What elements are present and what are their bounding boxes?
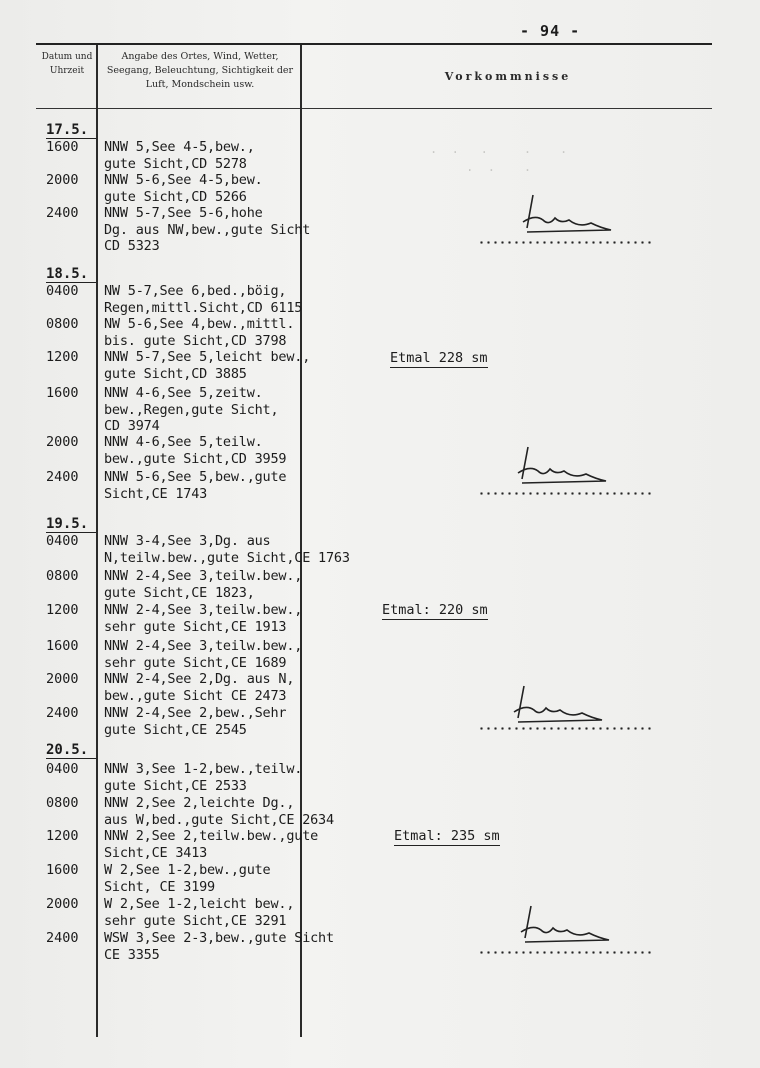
log-entry: NNW 2,See 2,teilw.bew.,gute Sicht,CE 3413 [104, 828, 319, 861]
time-label: 0800 [46, 568, 79, 584]
etmal-distance: Etmal: 220 sm [382, 602, 488, 618]
time-label: 1600 [46, 862, 79, 878]
log-entry: NNW 5-7,See 5,leicht bew., gute Sicht,CD 3885 [104, 349, 311, 382]
log-entry: NNW 2,See 2,leichte Dg., aus W,bed.,gute Sicht,CE 2634 [104, 795, 334, 828]
dotted-line [478, 241, 652, 244]
time-label: 2400 [46, 930, 79, 946]
date-label: 17.5. [46, 122, 96, 139]
time-label: 1600 [46, 638, 79, 654]
top-rule [36, 43, 712, 45]
dotted-line [478, 727, 652, 730]
log-entry: NNW 2-4,See 2,bew.,Sehr gute Sicht,CE 2545 [104, 705, 287, 738]
etmal-distance: Etmal: 235 sm [394, 828, 500, 844]
time-label: 0400 [46, 283, 79, 299]
dotted-line [478, 492, 652, 495]
log-entry: NNW 3,See 1-2,bew.,teilw. gute Sicht,CE 2533 [104, 761, 303, 794]
header-date-time: Datum und Uhrzeit [41, 52, 93, 76]
log-entry: W 2,See 1-2,bew.,gute Sicht, CE 3199 [104, 862, 271, 895]
signature-mark [515, 192, 615, 237]
log-entry: NNW 2-4,See 3,teilw.bew., gute Sicht,CE 1823, [104, 568, 303, 601]
signature-mark [515, 902, 615, 947]
time-label: 1200 [46, 349, 79, 365]
dotted-line [478, 951, 652, 954]
log-entry: NNW 4-6,See 5,zeitw. bew.,Regen,gute Sicht, CD 3974 [104, 385, 279, 434]
time-label: 1600 [46, 139, 79, 155]
time-label: 0400 [46, 533, 79, 549]
header-rule [36, 108, 712, 109]
time-label: 2000 [46, 172, 79, 188]
date-label: 19.5. [46, 516, 96, 533]
time-label: 1600 [46, 385, 79, 401]
log-entry: W 2,See 1-2,leicht bew., sehr gute Sicht,CE 3291 [104, 896, 295, 929]
log-entry: NW 5-7,See 6,bed.,böig, Regen,mittl.Sicht,CD 6115 [104, 283, 303, 316]
date-label: 18.5. [46, 266, 96, 283]
date-label: 20.5. [46, 742, 96, 759]
signature-mark [512, 443, 612, 488]
time-label: 2400 [46, 469, 79, 485]
page-number: - 94 - [520, 22, 581, 40]
time-label: 2000 [46, 896, 79, 912]
time-label: 2400 [46, 205, 79, 221]
log-entry: NW 5-6,See 4,bew.,mittl. bis. gute Sicht,CD 3798 [104, 316, 295, 349]
header-conditions: Angabe des Ortes, Wind, Wetter, Seegang, Beleuchtung, Sichtigkeit der Luft, Mondschein usw. [106, 51, 294, 90]
log-entry: NNW 3-4,See 3,Dg. aus N,teilw.bew.,gute Sicht,CE 1763 [104, 533, 350, 566]
time-label: 2000 [46, 671, 79, 687]
signature-mark [508, 682, 608, 727]
log-entry: NNW 5,See 4-5,bew., gute Sicht,CD 5278 [104, 139, 255, 172]
log-entry: NNW 2-4,See 3,teilw.bew., sehr gute Sicht,CE 1913 [104, 602, 303, 635]
log-entry: NNW 5-6,See 5,bew.,gute Sicht,CE 1743 [104, 469, 287, 502]
column-divider-1 [96, 45, 98, 1037]
time-label: 1200 [46, 602, 79, 618]
time-label: 2400 [46, 705, 79, 721]
time-label: 1200 [46, 828, 79, 844]
header-events: Vorkommnisse [444, 70, 572, 83]
log-entry: NNW 2-4,See 3,teilw.bew., sehr gute Sicht,CE 1689 [104, 638, 303, 671]
log-entry: NNW 4-6,See 5,teilw. bew.,gute Sicht,CD 3959 [104, 434, 287, 467]
log-entry: NNW 5-7,See 5-6,hohe Dg. aus NW,bew.,gute Sicht CD 5323 [104, 205, 311, 254]
etmal-distance: Etmal 228 sm [390, 350, 488, 366]
log-entry: WSW 3,See 2-3,bew.,gute Sicht CE 3355 [104, 930, 334, 963]
bleed-through-texture: . . . . . . . . [430, 142, 568, 174]
log-entry: NNW 2-4,See 2,Dg. aus N, bew.,gute Sicht CE 2473 [104, 671, 295, 704]
time-label: 2000 [46, 434, 79, 450]
time-label: 0800 [46, 795, 79, 811]
time-label: 0800 [46, 316, 79, 332]
log-entry: NNW 5-6,See 4-5,bew. gute Sicht,CD 5266 [104, 172, 263, 205]
time-label: 0400 [46, 761, 79, 777]
